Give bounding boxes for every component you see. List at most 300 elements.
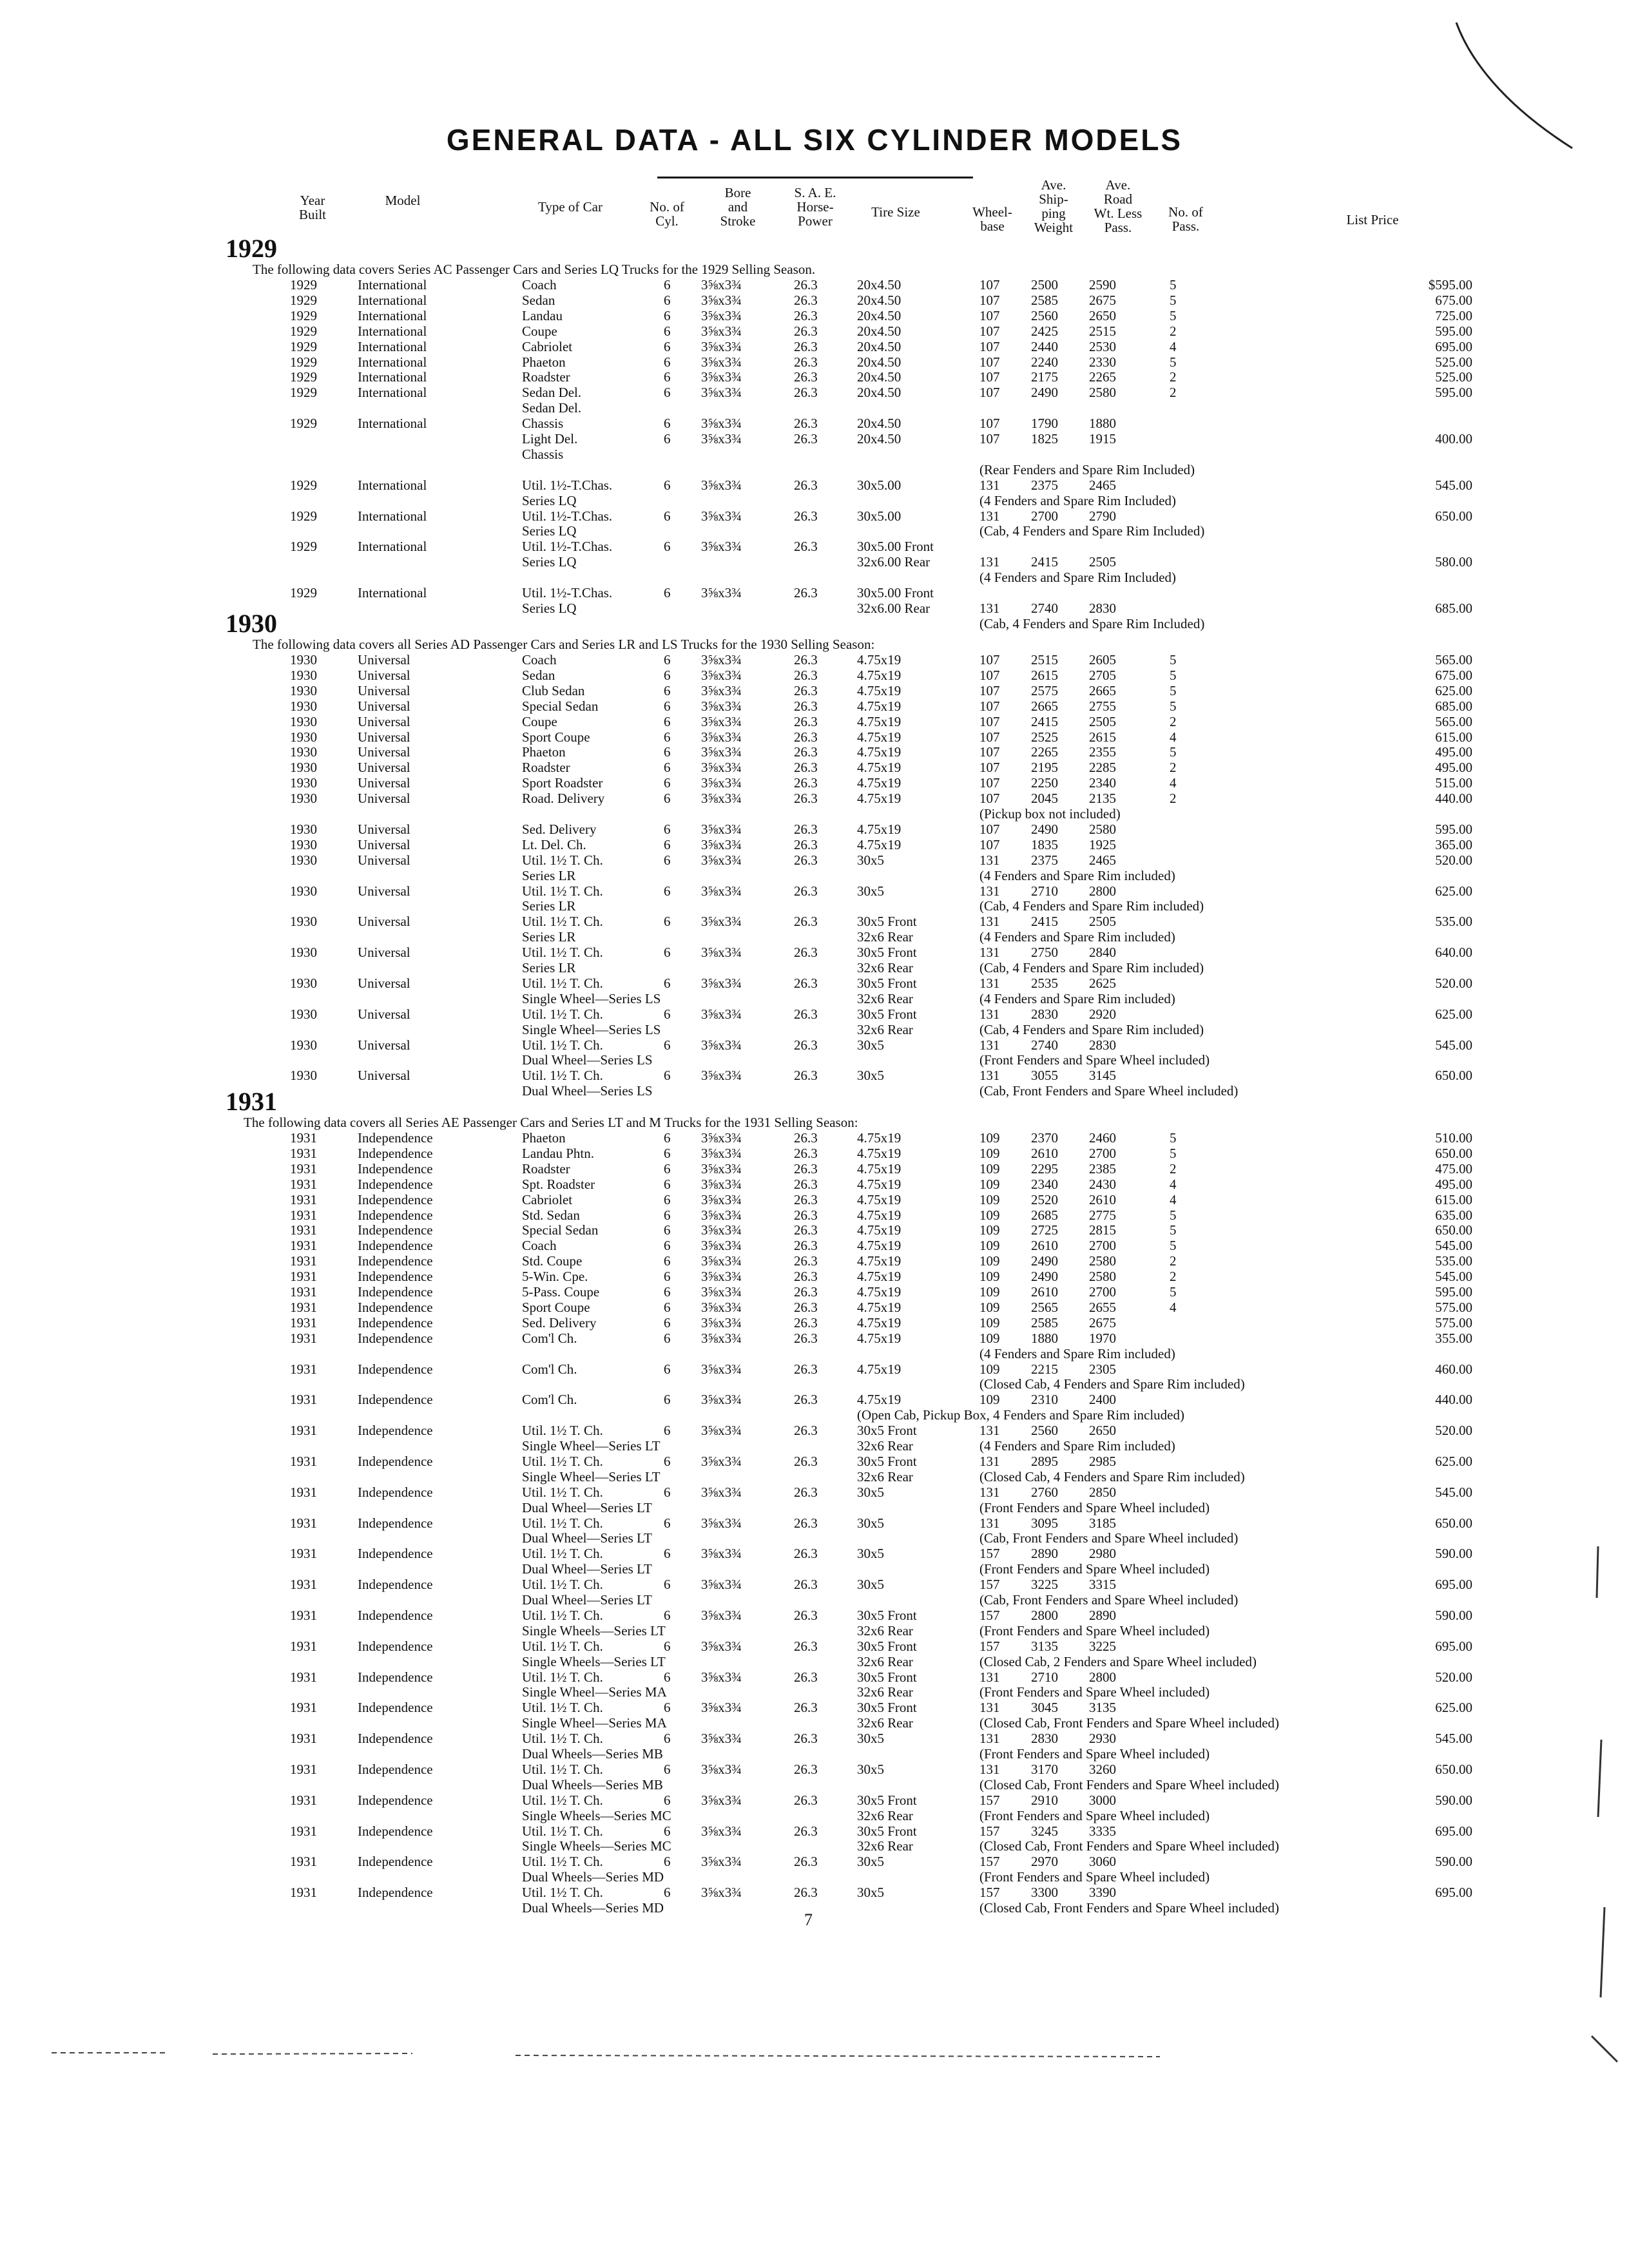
cell-bore: 3⅝x3¾ bbox=[701, 1700, 742, 1715]
cell-cyl: 6 bbox=[664, 1284, 671, 1300]
cell-wb: 109 bbox=[979, 1253, 1000, 1269]
cell-hp: 26.3 bbox=[794, 1253, 818, 1269]
cell-cyl: 6 bbox=[664, 1885, 671, 1900]
cell-year: 1930 bbox=[290, 822, 317, 837]
cell-year: 1931 bbox=[290, 1577, 317, 1592]
cell-type: Util. 1½ T. Ch. bbox=[522, 914, 603, 929]
cell-model: Independence bbox=[358, 1639, 433, 1654]
cell-hp: 26.3 bbox=[794, 1331, 818, 1346]
cell-pass: 4 bbox=[1170, 1192, 1177, 1207]
cell-tire: 32x6.00 Rear bbox=[857, 554, 930, 570]
cell-price: 520.00 bbox=[1435, 1423, 1472, 1438]
cell-wb: 107 bbox=[979, 385, 1000, 400]
cell-year: 1929 bbox=[290, 277, 317, 293]
cell-year: 1931 bbox=[290, 1762, 317, 1777]
cell-hp: 26.3 bbox=[794, 1146, 818, 1161]
cell-bore: 3⅝x3¾ bbox=[701, 1423, 742, 1438]
table-row bbox=[0, 929, 1629, 945]
cell-wb: 107 bbox=[979, 277, 1000, 293]
cell-wb: (Front Fenders and Spare Wheel included) bbox=[979, 1052, 1210, 1068]
cell-model: Independence bbox=[358, 1546, 433, 1561]
cell-bore: 3⅝x3¾ bbox=[701, 1269, 742, 1284]
cell-road: 1915 bbox=[1089, 431, 1116, 447]
cell-tire: 4.75x19 bbox=[857, 760, 901, 775]
cell-year: 1931 bbox=[290, 1639, 317, 1654]
cell-ship: 2725 bbox=[1031, 1222, 1058, 1238]
cell-wb: 157 bbox=[979, 1823, 1000, 1839]
cell-year: 1929 bbox=[290, 477, 317, 493]
cell-type: Util. 1½ T. Ch. bbox=[522, 1854, 603, 1869]
cell-type: Util. 1½ T. Ch. bbox=[522, 1669, 603, 1685]
cell-cyl: 6 bbox=[664, 1639, 671, 1654]
cell-price: 510.00 bbox=[1435, 1130, 1472, 1146]
cell-type: Phaeton bbox=[522, 744, 566, 760]
cell-road: 2265 bbox=[1089, 369, 1116, 385]
cell-year: 1931 bbox=[290, 1731, 317, 1746]
cell-year: 1931 bbox=[290, 1284, 317, 1300]
cell-ship: 1825 bbox=[1031, 431, 1058, 447]
cell-hp: 26.3 bbox=[794, 1392, 818, 1407]
cell-type: Coupe bbox=[522, 714, 557, 729]
cell-ship: 2610 bbox=[1031, 1284, 1058, 1300]
cell-bore: 3⅝x3¾ bbox=[701, 914, 742, 929]
table-row bbox=[0, 744, 1629, 760]
cell-road: 2615 bbox=[1089, 729, 1116, 745]
table-row bbox=[0, 369, 1629, 385]
cell-cyl: 6 bbox=[664, 1253, 671, 1269]
cell-hp: 26.3 bbox=[794, 1315, 818, 1331]
cell-price: $595.00 bbox=[1428, 277, 1472, 293]
cell-price: 595.00 bbox=[1435, 822, 1472, 837]
cell-price: 495.00 bbox=[1435, 1177, 1472, 1192]
cell-hp: 26.3 bbox=[794, 1361, 818, 1377]
cell-bore: 3⅝x3¾ bbox=[701, 1253, 742, 1269]
cell-price: 595.00 bbox=[1435, 323, 1472, 339]
cell-hp: 26.3 bbox=[794, 975, 818, 991]
cell-road: 2675 bbox=[1089, 1315, 1116, 1331]
cell-year: 1931 bbox=[290, 1130, 317, 1146]
cell-tire: 30x5 bbox=[857, 852, 884, 868]
cell-bore: 3⅝x3¾ bbox=[701, 945, 742, 960]
cell-wb: (4 Fenders and Spare Rim included) bbox=[979, 1438, 1175, 1454]
cell-ship: 2610 bbox=[1031, 1146, 1058, 1161]
table-row bbox=[0, 1392, 1629, 1407]
cell-price: 495.00 bbox=[1435, 744, 1472, 760]
cell-type: 5-Win. Cpe. bbox=[522, 1269, 588, 1284]
table-row bbox=[0, 523, 1629, 539]
cell-year: 1930 bbox=[290, 714, 317, 729]
cell-wb: 107 bbox=[979, 339, 1000, 354]
cell-type: Com'l Ch. bbox=[522, 1392, 577, 1407]
cell-pass: 5 bbox=[1170, 1222, 1177, 1238]
cell-hp: 26.3 bbox=[794, 339, 818, 354]
cell-tire: 30x5 bbox=[857, 883, 884, 899]
cell-wb: 107 bbox=[979, 698, 1000, 714]
cell-type: Util. 1½ T. Ch. bbox=[522, 1006, 603, 1022]
cell-type: Util. 1½ T. Ch. bbox=[522, 852, 603, 868]
cell-cyl: 6 bbox=[664, 1315, 671, 1331]
cell-bore: 3⅝x3¾ bbox=[701, 1639, 742, 1654]
cell-model: Universal bbox=[358, 975, 410, 991]
cell-road: 2700 bbox=[1089, 1284, 1116, 1300]
cell-wb: (Closed Cab, 4 Fenders and Spare Rim included) bbox=[979, 1376, 1245, 1392]
cell-year: 1929 bbox=[290, 323, 317, 339]
cell-year: 1930 bbox=[290, 668, 317, 683]
cell-wb: (Pickup box not included) bbox=[979, 806, 1121, 822]
cell-type: Series LR bbox=[522, 898, 576, 914]
col-header-price: List Price bbox=[1346, 212, 1399, 227]
table-row bbox=[0, 1469, 1629, 1485]
cell-ship: 2265 bbox=[1031, 744, 1058, 760]
cell-bore: 3⅝x3¾ bbox=[701, 1006, 742, 1022]
cell-road: 2305 bbox=[1089, 1361, 1116, 1377]
cell-wb: 131 bbox=[979, 1731, 1000, 1746]
table-row bbox=[0, 339, 1629, 354]
cell-type: Special Sedan bbox=[522, 1222, 599, 1238]
cell-wb: 109 bbox=[979, 1222, 1000, 1238]
table-row bbox=[0, 1792, 1629, 1808]
cell-tire: 30x5 bbox=[857, 1762, 884, 1777]
cell-ship: 2250 bbox=[1031, 775, 1058, 791]
table-row bbox=[0, 1715, 1629, 1731]
cell-ship: 2490 bbox=[1031, 822, 1058, 837]
cell-ship: 3245 bbox=[1031, 1823, 1058, 1839]
cell-type: Spt. Roadster bbox=[522, 1177, 595, 1192]
cell-road: 2580 bbox=[1089, 822, 1116, 837]
cell-bore: 3⅝x3¾ bbox=[701, 822, 742, 837]
cell-wb: 109 bbox=[979, 1146, 1000, 1161]
cell-price: 495.00 bbox=[1435, 760, 1472, 775]
cell-year: 1930 bbox=[290, 791, 317, 806]
cell-road: 2830 bbox=[1089, 1037, 1116, 1053]
cell-bore: 3⅝x3¾ bbox=[701, 1130, 742, 1146]
table-row bbox=[0, 323, 1629, 339]
cell-hp: 26.3 bbox=[794, 1192, 818, 1207]
cell-price: 595.00 bbox=[1435, 1284, 1472, 1300]
cell-wb: 131 bbox=[979, 477, 1000, 493]
cell-model: Universal bbox=[358, 883, 410, 899]
cell-wb: 107 bbox=[979, 714, 1000, 729]
cell-cyl: 6 bbox=[664, 744, 671, 760]
cell-type: Series LR bbox=[522, 868, 576, 883]
cell-road: 2930 bbox=[1089, 1731, 1116, 1746]
cell-pass: 2 bbox=[1170, 1269, 1177, 1284]
cell-wb: (Front Fenders and Spare Wheel included) bbox=[979, 1869, 1210, 1885]
cell-type: Com'l Ch. bbox=[522, 1361, 577, 1377]
table-row bbox=[0, 1407, 1629, 1423]
cell-tire: 32x6 Rear bbox=[857, 1623, 913, 1639]
table-row bbox=[0, 1639, 1629, 1654]
table-row bbox=[0, 1068, 1629, 1083]
col-header-year: Year Built bbox=[298, 193, 326, 222]
cell-tire: 30x5 Front bbox=[857, 1669, 917, 1685]
cell-type: Sedan bbox=[522, 293, 555, 308]
cell-ship: 2970 bbox=[1031, 1854, 1058, 1869]
cell-type: Single Wheel—Series MA bbox=[522, 1715, 667, 1731]
cell-cyl: 6 bbox=[664, 1006, 671, 1022]
cell-year: 1930 bbox=[290, 775, 317, 791]
cell-tire: 30x5 Front bbox=[857, 975, 917, 991]
cell-model: Independence bbox=[358, 1269, 433, 1284]
cell-hp: 26.3 bbox=[794, 883, 818, 899]
cell-ship: 2615 bbox=[1031, 668, 1058, 683]
cell-model: International bbox=[358, 339, 427, 354]
cell-cyl: 6 bbox=[664, 883, 671, 899]
cell-bore: 3⅝x3¾ bbox=[701, 1238, 742, 1253]
cell-bore: 3⅝x3¾ bbox=[701, 652, 742, 668]
cell-bore: 3⅝x3¾ bbox=[701, 1577, 742, 1592]
cell-model: Universal bbox=[358, 744, 410, 760]
cell-wb: 107 bbox=[979, 293, 1000, 308]
cell-model: International bbox=[358, 539, 427, 554]
cell-hp: 26.3 bbox=[794, 945, 818, 960]
table-row bbox=[0, 1300, 1629, 1315]
cell-price: 440.00 bbox=[1435, 791, 1472, 806]
cell-bore: 3⅝x3¾ bbox=[701, 1068, 742, 1083]
cell-bore: 3⅝x3¾ bbox=[701, 539, 742, 554]
cell-wb: 107 bbox=[979, 416, 1000, 431]
cell-ship: 2240 bbox=[1031, 354, 1058, 370]
cell-type: Single Wheel—Series LS bbox=[522, 1022, 661, 1037]
cell-cyl: 6 bbox=[664, 668, 671, 683]
cell-tire: 32x6 Rear bbox=[857, 991, 913, 1006]
cell-road: 2355 bbox=[1089, 744, 1116, 760]
cell-year: 1930 bbox=[290, 683, 317, 698]
cell-ship: 2195 bbox=[1031, 760, 1058, 775]
cell-road: 2530 bbox=[1089, 339, 1116, 354]
table-row bbox=[0, 1177, 1629, 1192]
cell-road: 2650 bbox=[1089, 308, 1116, 323]
cell-wb: 109 bbox=[979, 1207, 1000, 1223]
cell-price: 725.00 bbox=[1435, 308, 1472, 323]
cell-bore: 3⅝x3¾ bbox=[701, 1284, 742, 1300]
cell-model: International bbox=[358, 277, 427, 293]
cell-year: 1931 bbox=[290, 1331, 317, 1346]
cell-road: 2655 bbox=[1089, 1300, 1116, 1315]
page-number: 7 bbox=[804, 1910, 813, 1929]
table-row bbox=[0, 1284, 1629, 1300]
table-row bbox=[0, 1485, 1629, 1500]
cell-bore: 3⅝x3¾ bbox=[701, 1207, 742, 1223]
cell-cyl: 6 bbox=[664, 308, 671, 323]
cell-cyl: 6 bbox=[664, 431, 671, 447]
cell-wb: 131 bbox=[979, 601, 1000, 616]
cell-ship: 2375 bbox=[1031, 852, 1058, 868]
cell-model: Universal bbox=[358, 945, 410, 960]
cell-type: Dual Wheel—Series LT bbox=[522, 1500, 652, 1515]
table-row bbox=[0, 1423, 1629, 1438]
cell-type: Single Wheel—Series LT bbox=[522, 1438, 660, 1454]
cell-tire: 32x6 Rear bbox=[857, 960, 913, 975]
cell-tire: 20x4.50 bbox=[857, 385, 901, 400]
cell-bore: 3⅝x3¾ bbox=[701, 698, 742, 714]
table-row bbox=[0, 868, 1629, 883]
cell-cyl: 6 bbox=[664, 945, 671, 960]
cell-road: 2580 bbox=[1089, 385, 1116, 400]
cell-type: Util. 1½ T. Ch. bbox=[522, 945, 603, 960]
cell-bore: 3⅝x3¾ bbox=[701, 1608, 742, 1623]
cell-hp: 26.3 bbox=[794, 775, 818, 791]
cell-cyl: 6 bbox=[664, 1222, 671, 1238]
cell-tire: 4.75x19 bbox=[857, 1284, 901, 1300]
cell-bore: 3⅝x3¾ bbox=[701, 1669, 742, 1685]
cell-ship: 3055 bbox=[1031, 1068, 1058, 1083]
cell-cyl: 6 bbox=[664, 775, 671, 791]
cell-tire: 20x4.50 bbox=[857, 339, 901, 354]
cell-type: Coach bbox=[522, 1238, 557, 1253]
cell-year: 1929 bbox=[290, 293, 317, 308]
cell-ship: 2425 bbox=[1031, 323, 1058, 339]
cell-model: Universal bbox=[358, 822, 410, 837]
cell-cyl: 6 bbox=[664, 323, 671, 339]
cell-wb: 131 bbox=[979, 852, 1000, 868]
cell-type: Util. 1½ T. Ch. bbox=[522, 1762, 603, 1777]
cell-model: Universal bbox=[358, 714, 410, 729]
cell-road: 1880 bbox=[1089, 416, 1116, 431]
cell-year: 1931 bbox=[290, 1161, 317, 1177]
col-header-bore: Bore and Stroke bbox=[720, 185, 756, 229]
table-row bbox=[0, 1146, 1629, 1161]
cell-ship: 2560 bbox=[1031, 308, 1058, 323]
table-row bbox=[0, 293, 1629, 308]
cell-wb: 131 bbox=[979, 1423, 1000, 1438]
cell-model: Independence bbox=[358, 1885, 433, 1900]
cell-hp: 26.3 bbox=[794, 508, 818, 524]
cell-hp: 26.3 bbox=[794, 1515, 818, 1531]
cell-wb: (Closed Cab, 4 Fenders and Spare Rim included) bbox=[979, 1469, 1245, 1485]
cell-road: 2465 bbox=[1089, 477, 1116, 493]
cell-model: Independence bbox=[358, 1454, 433, 1469]
cell-bore: 3⅝x3¾ bbox=[701, 760, 742, 775]
cell-pass: 5 bbox=[1170, 1146, 1177, 1161]
cell-year: 1931 bbox=[290, 1392, 317, 1407]
cell-ship: 2370 bbox=[1031, 1130, 1058, 1146]
cell-wb: 109 bbox=[979, 1300, 1000, 1315]
cell-tire: 4.75x19 bbox=[857, 1392, 901, 1407]
cell-cyl: 6 bbox=[664, 698, 671, 714]
cell-model: International bbox=[358, 369, 427, 385]
cell-price: 545.00 bbox=[1435, 1037, 1472, 1053]
cell-ship: 2585 bbox=[1031, 293, 1058, 308]
cell-year: 1930 bbox=[290, 760, 317, 775]
cell-cyl: 6 bbox=[664, 1762, 671, 1777]
cell-bore: 3⅝x3¾ bbox=[701, 852, 742, 868]
cell-tire: 4.75x19 bbox=[857, 1192, 901, 1207]
cell-type: Single Wheels—Series LT bbox=[522, 1623, 666, 1639]
cell-cyl: 6 bbox=[664, 1485, 671, 1500]
cell-year: 1929 bbox=[290, 339, 317, 354]
cell-type: Light Del. bbox=[522, 431, 578, 447]
cell-price: 545.00 bbox=[1435, 1731, 1472, 1746]
cell-type: Single Wheels—Series LT bbox=[522, 1654, 666, 1669]
cell-type: Std. Sedan bbox=[522, 1207, 580, 1223]
cell-wb: 157 bbox=[979, 1792, 1000, 1808]
cell-ship: 2700 bbox=[1031, 508, 1058, 524]
cell-tire: 4.75x19 bbox=[857, 1361, 901, 1377]
cell-road: 2385 bbox=[1089, 1161, 1116, 1177]
cell-type: Dual Wheel—Series LT bbox=[522, 1561, 652, 1577]
cell-bore: 3⅝x3¾ bbox=[701, 714, 742, 729]
cell-pass: 5 bbox=[1170, 354, 1177, 370]
cell-hp: 26.3 bbox=[794, 416, 818, 431]
cell-model: Independence bbox=[358, 1577, 433, 1592]
cell-wb: 107 bbox=[979, 323, 1000, 339]
cell-hp: 26.3 bbox=[794, 1068, 818, 1083]
cell-bore: 3⅝x3¾ bbox=[701, 1546, 742, 1561]
cell-ship: 2535 bbox=[1031, 975, 1058, 991]
table-row bbox=[0, 729, 1629, 745]
cell-road: 3390 bbox=[1089, 1885, 1116, 1900]
cell-price: 595.00 bbox=[1435, 385, 1472, 400]
table-row bbox=[0, 1762, 1629, 1777]
cell-hp: 26.3 bbox=[794, 369, 818, 385]
table-row bbox=[0, 1438, 1629, 1454]
cell-type: Series LQ bbox=[522, 523, 577, 539]
cell-model: International bbox=[358, 477, 427, 493]
cell-bore: 3⅝x3¾ bbox=[701, 775, 742, 791]
cell-type: Sedan Del. bbox=[522, 400, 582, 416]
cell-tire: 4.75x19 bbox=[857, 744, 901, 760]
cell-year: 1930 bbox=[290, 652, 317, 668]
cell-tire: 30x5 Front bbox=[857, 1792, 917, 1808]
cell-hp: 26.3 bbox=[794, 714, 818, 729]
cell-tire: 4.75x19 bbox=[857, 1130, 901, 1146]
cell-tire: 4.75x19 bbox=[857, 1222, 901, 1238]
section-year-heading: 1931 bbox=[226, 1087, 277, 1116]
table-row bbox=[0, 1669, 1629, 1685]
cell-wb: (Cab, Front Fenders and Spare Wheel included) bbox=[979, 1083, 1239, 1099]
table-row bbox=[0, 852, 1629, 868]
cell-pass: 5 bbox=[1170, 277, 1177, 293]
cell-type: Util. 1½ T. Ch. bbox=[522, 1577, 603, 1592]
cell-model: Universal bbox=[358, 1068, 410, 1083]
cell-cyl: 6 bbox=[664, 1854, 671, 1869]
table-row bbox=[0, 1500, 1629, 1515]
cell-type: Roadster bbox=[522, 369, 570, 385]
cell-hp: 26.3 bbox=[794, 760, 818, 775]
cell-type: Dual Wheel—Series LT bbox=[522, 1530, 652, 1546]
table-row bbox=[0, 308, 1629, 323]
cell-tire: 30x5 bbox=[857, 1068, 884, 1083]
cell-tire: 30x5 bbox=[857, 1037, 884, 1053]
cell-cyl: 6 bbox=[664, 1130, 671, 1146]
cell-pass: 2 bbox=[1170, 323, 1177, 339]
cell-tire: 30x5 Front bbox=[857, 1454, 917, 1469]
table-row bbox=[0, 975, 1629, 991]
cell-road: 2980 bbox=[1089, 1546, 1116, 1561]
cell-bore: 3⅝x3¾ bbox=[701, 508, 742, 524]
cell-road: 3260 bbox=[1089, 1762, 1116, 1777]
cell-hp: 26.3 bbox=[794, 1854, 818, 1869]
cell-model: Universal bbox=[358, 1006, 410, 1022]
cell-type: Landau bbox=[522, 308, 563, 323]
cell-bore: 3⅝x3¾ bbox=[701, 1392, 742, 1407]
cell-year: 1929 bbox=[290, 585, 317, 601]
cell-model: Universal bbox=[358, 775, 410, 791]
cell-year: 1931 bbox=[290, 1823, 317, 1839]
cell-hp: 26.3 bbox=[794, 1577, 818, 1592]
cell-year: 1931 bbox=[290, 1515, 317, 1531]
cell-road: 2790 bbox=[1089, 508, 1116, 524]
cell-type: Util. 1½ T. Ch. bbox=[522, 1639, 603, 1654]
cell-wb: (Front Fenders and Spare Wheel included) bbox=[979, 1746, 1210, 1762]
cell-type: Util. 1½ T. Ch. bbox=[522, 1515, 603, 1531]
cell-price: 565.00 bbox=[1435, 714, 1472, 729]
cell-cyl: 6 bbox=[664, 1515, 671, 1531]
title-underline bbox=[657, 177, 973, 178]
cell-year: 1929 bbox=[290, 508, 317, 524]
cell-model: Independence bbox=[358, 1762, 433, 1777]
